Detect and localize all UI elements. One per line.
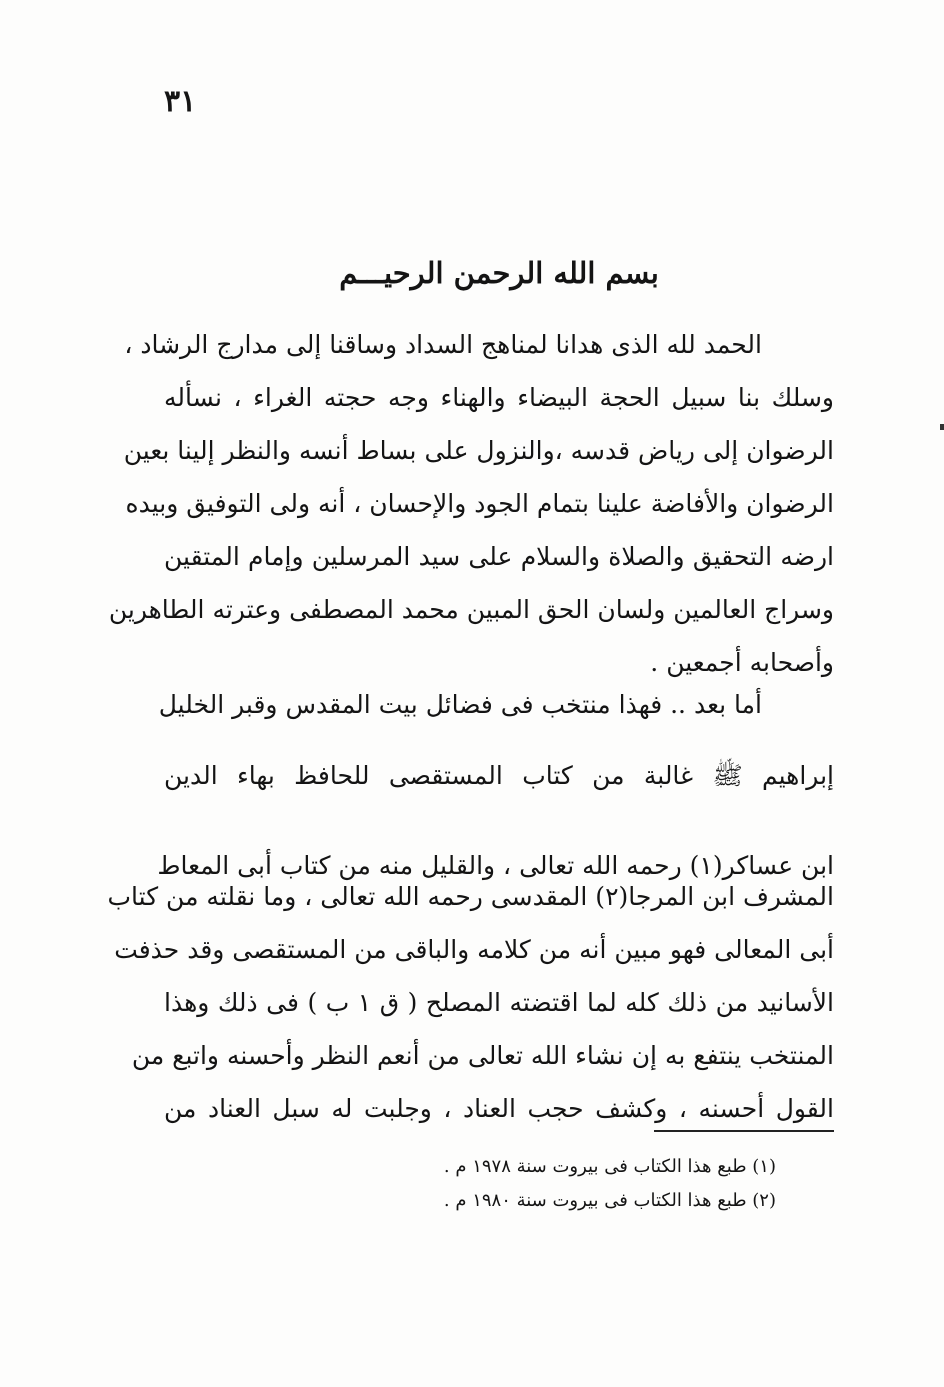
text-line: وسلك بنا سبيل الحجة البيضاء والهناء وجه حجته الغراء ، نسأله (164, 383, 834, 412)
text-line: ارضه التحقيق والصلاة والسلام على سيد المرسلين وإمام المتقين (164, 542, 834, 571)
text-line: الأسانيد من ذلك كله لما اقتضته المصلح ( ق ١ ب ) فى ذلك وهذا (164, 988, 834, 1017)
text-line: القول أحسنه ، وكشف حجب العناد ، وجلبت له سبل العناد من (164, 1094, 834, 1123)
text-line: الحمد لله الذى هدانا لمناهج السداد وساقنا إلى مدارج الرشاد ، (124, 330, 762, 359)
text-line: الرضوان إلى رياض قدسه ،والنزول على بساط أنسه والنظر إلينا بعين (123, 436, 834, 465)
text-line: أبى المعالى فهو مبين أنه من كلامه والباقى من المستقصى وقد حذفت (114, 935, 834, 964)
footnote-divider (654, 1130, 834, 1132)
basmala-heading: بسم الله الرحمن الرحيـــم (339, 256, 659, 290)
footnote-1: (١) طبع هذا الكتاب فى بيروت سنة ١٩٧٨ م . (443, 1156, 776, 1177)
text-line: الرضوان والأفاضة علينا بتمام الجود والإحسان ، أنه ولى التوفيق وبيده (125, 489, 834, 518)
text-line: المشرف ابن المرجا(٢) المقدسى رحمه الله تعالى ، وما نقلته من كتاب (107, 882, 834, 911)
scan-edge-mark (940, 424, 944, 430)
page-number: ٣١ (164, 84, 197, 119)
text-line: وأصحابه أجمعين . (650, 648, 834, 677)
text-line: المنتخب ينتفع به إن نشاء الله تعالى من أنعم النظر وأحسنه واتبع من (131, 1041, 834, 1070)
paragraph-sources (107, 870, 834, 1135)
footnotes (164, 1150, 834, 1218)
text-line: إبراهيم ﷺ غالبة من كتاب المستقصى للحافظ بهاء الدين (164, 761, 834, 790)
text-line: أما بعد .. فهذا منتخب فى فضائل بيت المقدس وقبر الخليل (158, 690, 762, 719)
text-line: ابن عساكر(١) رحمه الله تعالى ، والقليل منه من كتاب أبى المعاط (157, 851, 834, 880)
paragraph-opening-praise (108, 318, 834, 689)
text-line: وسراج العالمين ولسان الحق المبين محمد المصطفى وعترته الطاهرين (108, 595, 834, 624)
footnote-2: (٢) طبع هذا الكتاب فى بيروت سنة ١٩٨٠ م . (443, 1190, 776, 1211)
